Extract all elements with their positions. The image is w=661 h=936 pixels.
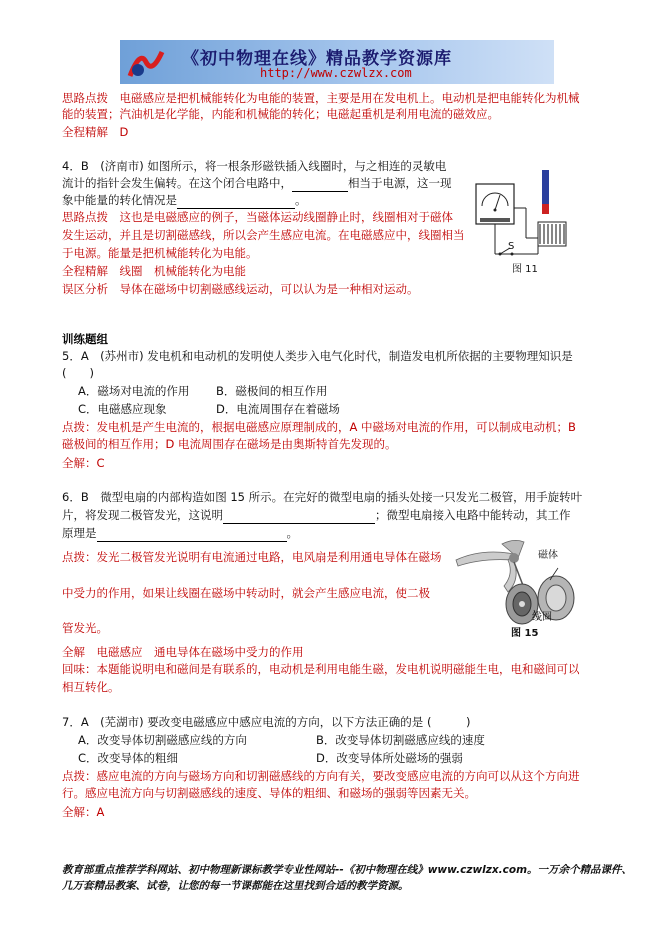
q3-answer: 全程精解 D — [62, 125, 129, 139]
q6-stem-2a: 片，将发现二极管发光，这说明 — [62, 508, 223, 522]
q6-analysis-line2: 中受力的作用，如果让线圈在磁场中转动时，就会产生感应电流，使二极 — [62, 586, 430, 600]
q7-option-b: B．改变导体切割磁感应线的速度 — [316, 733, 485, 747]
q6-answer: 全解 电磁感应 通电导体在磁场中受力的作用 — [62, 645, 304, 659]
q4-analysis-line1: 思路点拨 这也是电磁感应的例子，当磁体运动线圈静止时，线圈相对于磁体 — [62, 210, 453, 224]
q7-analysis-line2: 行。感应电流方向与切割磁感线的速度、导体的粗细、和磁场的强弱等因素无关。 — [62, 786, 476, 800]
site-banner — [120, 40, 554, 84]
q4-stem-3b: 。 — [295, 193, 307, 207]
q6-analysis-line3: 管发光。 — [62, 621, 108, 635]
q4-blank-1[interactable] — [292, 175, 348, 192]
q6-stem-line2 — [62, 507, 571, 524]
q6-stem-line1: 6．B 微型电扇的内部构造如图 15 所示。在完好的微型电扇的插头处接一只发光二极管，用手旋转叶 — [62, 490, 583, 504]
q3-analysis-line2: 能的装置；汽油机是化学能，内能和机械能的转化；电磁起重机是利用电流的磁效应。 — [62, 107, 499, 121]
q6-stem-2b: ；微型电扇接入电路中能转动，其工作 — [375, 508, 571, 522]
q6-analysis-line1: 点拨：发光二极管发光说明有电流通过电路，电风扇是利用通电导体在磁场 — [62, 550, 442, 564]
q3-analysis-line1: 思路点拨 电磁感应是把机械能转化为电能的装置，主要是用在发电机上。电动机是把电能转化为机械 — [62, 91, 580, 105]
q4-answer: 全程精解 线圈 机械能转化为电能 — [62, 264, 246, 278]
q4-stem-2b: 相当于电源，这一现 — [348, 176, 452, 190]
q6-blank-1[interactable] — [223, 507, 375, 524]
q4-stem-3a: 象中能量的转化情况是 — [62, 193, 177, 207]
q4-stem-line2 — [62, 175, 452, 192]
q4-stem-2a: 流计的指针会发生偏转。在这个闭合电路中， — [62, 176, 292, 190]
q5-option-a: A．磁场对电流的作用 — [78, 384, 190, 398]
q7-option-a: A．改变导体切割磁感应线的方向 — [78, 733, 247, 747]
q5-answer: 全解：C — [62, 456, 105, 470]
figure-15-magnet-label: 磁体 — [538, 550, 558, 561]
figure-15-caption: 图 15 — [511, 628, 539, 639]
q4-stem-line1: 4．B (济南市) 如图所示，将一根条形磁铁插入线圈时，与之相连的灵敏电 — [62, 159, 447, 173]
q7-stem: 7．A (芜湖市) 要改变电磁感应中感应电流的方向，以下方法正确的是 ( ) — [62, 715, 471, 729]
q5-option-c: C．电磁感应现象 — [78, 402, 167, 416]
q6-review-line1: 回味：本题能说明电和磁间是有联系的，电动机是利用电能生磁，发电机说明磁能生电，电和磁间可以 — [62, 662, 580, 676]
figure-11-caption: 图 11 — [512, 264, 538, 275]
section-title: 训练题组 — [62, 332, 108, 346]
q7-analysis-line1: 点拨：感应电流的方向与磁场方向和切割磁感线的方向有关，要改变感应电流的方向可以从这个方向进 — [62, 769, 580, 783]
q4-error-analysis: 误区分析 导体在磁场中切割磁感线运动，可以认为是一种相对运动。 — [62, 282, 419, 296]
q6-review-line2: 相互转化。 — [62, 680, 120, 694]
q4-analysis-line2: 发生运动，并且是切割磁感线，所以会产生感应电流。在电磁感应中，线圈相当 — [62, 228, 465, 242]
q7-option-c: C．改变导体的粗细 — [78, 751, 179, 765]
q5-analysis-line1: 点拨：发电机是产生电流的，根据电磁感应原理制成的，A 中磁场对电流的作用，可以制成电动机；B — [62, 420, 576, 434]
q6-blank-2[interactable] — [97, 525, 287, 542]
q7-answer: 全解：A — [62, 805, 105, 819]
q5-option-b: B．磁极间的相互作用 — [216, 384, 328, 398]
q5-stem-line2: ( ) — [62, 366, 94, 380]
q6-stem-3b: 。 — [286, 526, 298, 540]
figure-15-coil-label: 线圈 — [532, 612, 552, 623]
q5-option-d: D．电流周围存在着磁场 — [216, 402, 340, 416]
q4-analysis-line3: 于电源。能量是把机械能转化为电能。 — [62, 246, 258, 260]
q6-stem-line3 — [62, 525, 298, 542]
q4-stem-line3 — [62, 192, 307, 209]
q4-blank-2[interactable] — [177, 192, 295, 209]
figure-11-galvanometer-coil — [474, 168, 584, 272]
figure-11-switch-label: S — [508, 241, 515, 252]
banner-url[interactable]: http://www.czwlzx.com — [260, 66, 412, 80]
q5-stem-line1: 5．A (苏州市) 发电机和电动机的发明使人类步入电气化时代，制造发电机所依据的主要物理知识是 — [62, 349, 573, 363]
q6-stem-3a: 原理是 — [62, 526, 97, 540]
q7-option-d: D．改变导体所处磁场的强弱 — [316, 751, 463, 765]
footer-line1: 教育部重点推荐学科网站、初中物理新课标教学专业性网站--《初中物理在线》www.czwlzx.com。一万余个精品课件、 — [62, 864, 633, 876]
q5-analysis-line2: 磁极间的相互作用；D 电流周围存在磁场是由奥斯特首先发现的。 — [62, 437, 397, 451]
footer-line2: 几万套精品教案、试卷，让您的每一节课都能在这里找到合适的教学资源。 — [62, 880, 409, 892]
site-logo-icon — [126, 46, 166, 80]
figure-15-fan-structure — [452, 538, 592, 638]
banner-title: 《初中物理在线》精品教学资源库 — [182, 49, 452, 69]
